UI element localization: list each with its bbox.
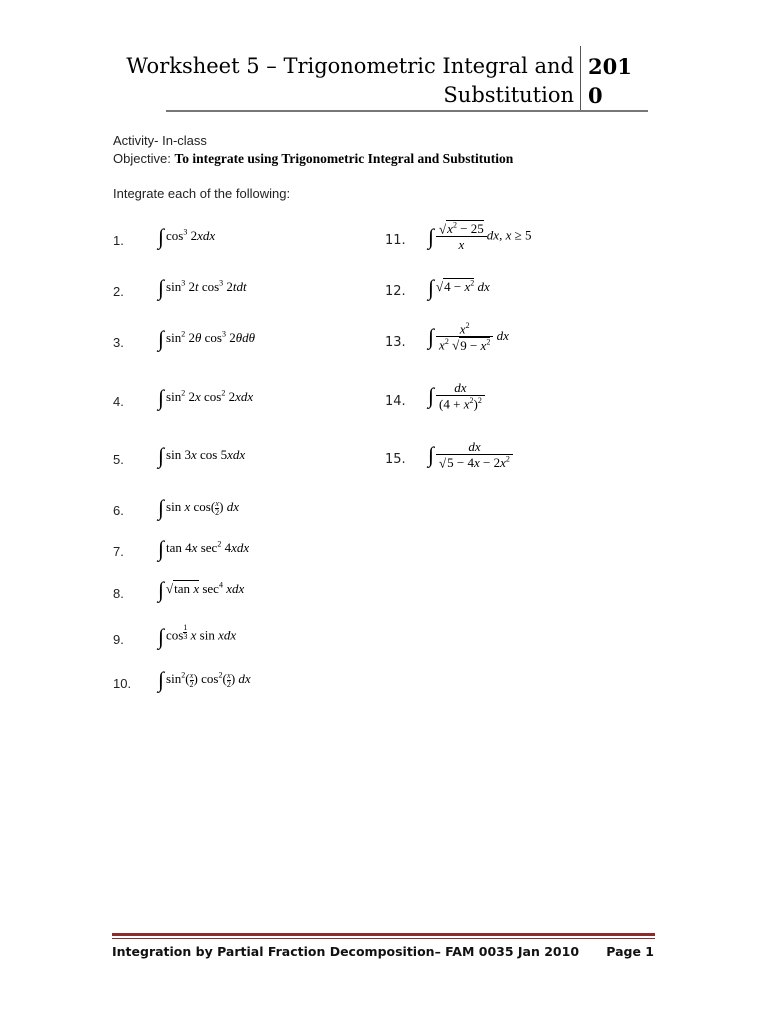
footer-rule <box>112 933 655 936</box>
objective-line <box>113 151 513 167</box>
problem-number: 5. <box>113 452 124 467</box>
integral-expression: ∫ $√4 - x^2$ dx <box>428 275 490 300</box>
problem-number: 3. <box>113 335 124 350</box>
year-line-1: 201 <box>588 54 632 79</box>
problem-number: 1. <box>113 233 124 248</box>
problem-number: 14. <box>385 394 406 409</box>
title-line-1: Worksheet 5 – Trigonometric Integral and <box>126 54 574 78</box>
integral-expression: ∫ $\sin^2$( $\frac{x}{2}$ ) $\cos^2$( $\frac{x}{2}$ ) dx <box>158 667 251 692</box>
header-rule <box>166 110 648 112</box>
problem-number: 9. <box>113 632 124 647</box>
problem-number: 2. <box>113 284 124 299</box>
integral-expression: ∫ $\frac{dx}{(4 + x^2)^2}$ <box>428 381 485 410</box>
integral-expression: ∫ $\frac{dx}{√5 - 4x - 2x^2}$ <box>428 440 513 469</box>
problem-number: 10. <box>113 676 132 691</box>
integral-expression: ∫ $\frac{x^2}{x^2 √9 - x^2}$ dx <box>428 321 509 353</box>
problem-number: 6. <box>113 503 124 518</box>
integral-expression: ∫ $\frac{√x^2 - 25}{x}$ dx, x ≥ 5 <box>428 221 532 253</box>
page-title <box>126 52 574 110</box>
problem-number: 12. <box>385 284 406 299</box>
footer-rule-thin <box>112 938 655 939</box>
problem-number: 13. <box>385 335 406 350</box>
integral-expression: ∫ $\cos^3 2xdx$ <box>158 224 216 249</box>
objective-text: To integrate using Trigonometric Integral and Substitution <box>174 151 514 166</box>
integral-expression: ∫ $\sin^2 2x$ $\cos^2 2xdx$ <box>158 385 254 410</box>
integral-expression: ∫ √tan x $\sec^4$ xdx <box>158 577 245 602</box>
objective-label: Objective: <box>113 151 171 166</box>
year-line-2: 0 <box>588 83 603 108</box>
integral-expression: ∫ $\sin^3 2t$ $\cos^3 2tdt$ <box>158 275 247 300</box>
problem-number: 11. <box>385 233 406 248</box>
header-divider <box>580 46 581 110</box>
integral-expression: ∫ $\sin^2 2\theta$ $\cos^3 2\theta d\theta$ <box>158 326 255 351</box>
header-year <box>588 52 632 110</box>
integral-expression: ∫ sin 3x cos 5xdx <box>158 443 246 468</box>
problem-number: 15. <box>385 452 406 467</box>
integral-expression: ∫ sin x cos( $\frac{x}{2}$ ) dx <box>158 495 240 520</box>
problem-number: 4. <box>113 394 124 409</box>
problem-number: 7. <box>113 544 124 559</box>
problem-number: 8. <box>113 586 124 601</box>
integral-expression: ∫ cos $^{\frac{1}{3}}$ x sin xdx <box>158 623 237 649</box>
activity-text: Activity- In-class <box>113 133 207 148</box>
integral-expression: ∫ tan 4x $\sec^2 4xdx$ <box>158 536 250 561</box>
title-line-2: Substitution <box>443 83 574 107</box>
footer-text: Integration by Partial Fraction Decomposition– FAM 0035 Jan 2010 <box>112 944 580 959</box>
instruction-text: Integrate each of the following: <box>113 186 291 201</box>
page-number: Page 1 <box>606 944 654 959</box>
